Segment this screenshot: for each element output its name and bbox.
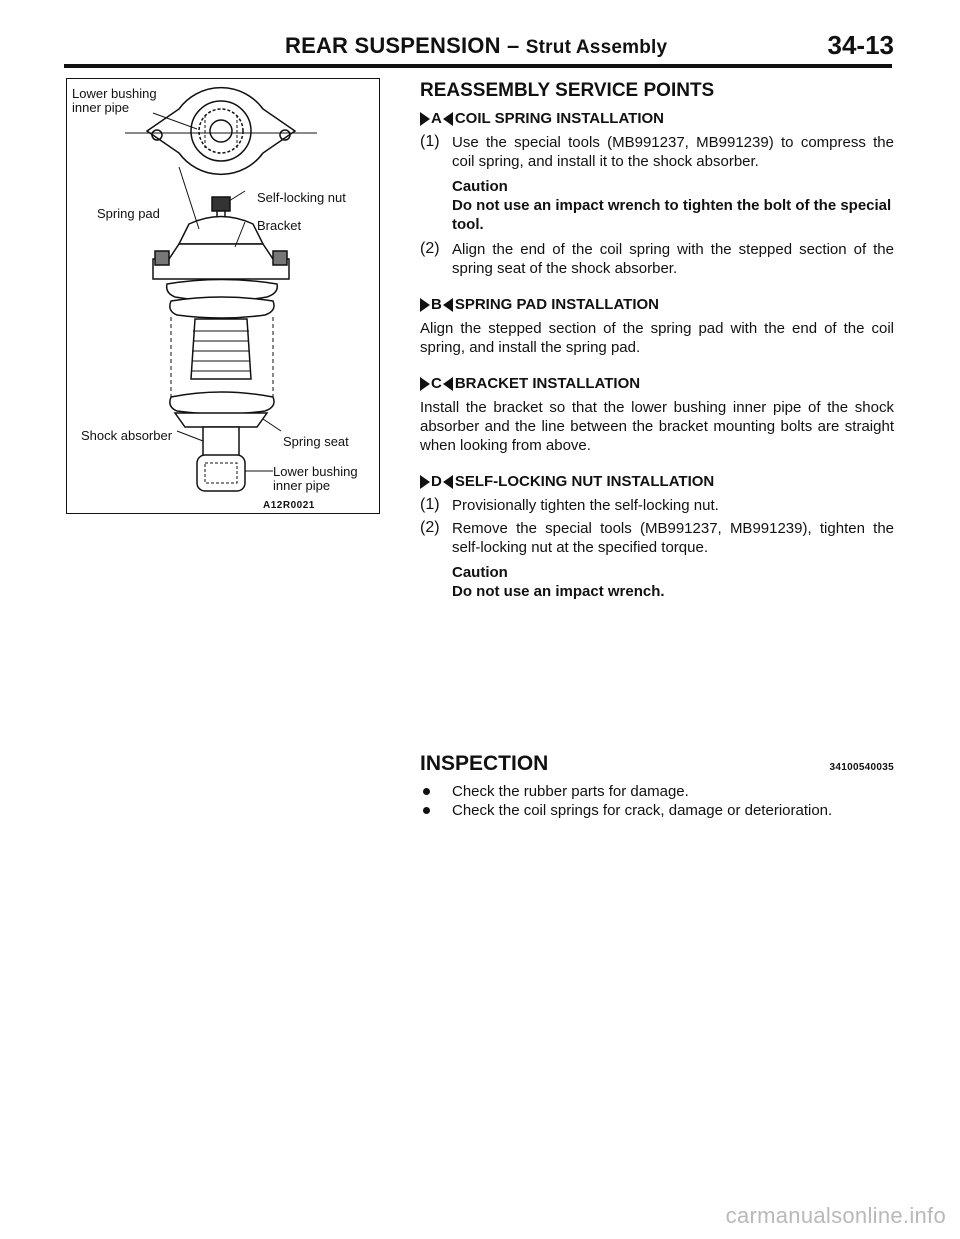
label-inner-pipe-bottom: inner pipe bbox=[273, 478, 331, 493]
strut-diagram-drawing bbox=[67, 79, 381, 515]
label-spring-seat: Spring seat bbox=[283, 434, 349, 449]
inspection-section bbox=[420, 752, 894, 820]
label-lower-bushing-bottom: Lower bushing bbox=[273, 464, 358, 479]
watermark: carmanualsonline.info bbox=[725, 1203, 946, 1228]
triangle-left-icon bbox=[443, 377, 453, 391]
bullet-icon bbox=[423, 807, 430, 814]
label-shock-absorber: Shock absorber bbox=[81, 428, 173, 443]
subsection-title: Strut Assembly bbox=[525, 37, 668, 58]
triangle-left-icon bbox=[443, 475, 453, 489]
triangle-left-icon bbox=[443, 298, 453, 312]
inspection-code: 34100540035 bbox=[829, 762, 894, 773]
caution-a: Caution Do not use an impact wrench to tighten the bolt of the special tool. bbox=[452, 178, 892, 233]
section-title: REAR SUSPENSION – bbox=[285, 33, 526, 58]
figure-code: A12R0021 bbox=[263, 500, 315, 511]
caution-d: Caution Do not use an impact wrench. bbox=[452, 564, 665, 600]
triangle-left-icon bbox=[443, 112, 453, 126]
strut-assembly-figure bbox=[66, 78, 380, 514]
section-b-text: Align the stepped section of the spring pad with the end of the coil spring, and install the spring pad. bbox=[420, 320, 894, 356]
step-d-2: (2) Remove the special tools (MB991237, MB991239), tighten the self-locking nut at the specified torque. bbox=[420, 519, 894, 556]
list-item: Check the rubber parts for damage. bbox=[420, 782, 894, 801]
triangle-right-icon bbox=[420, 475, 430, 489]
service-point-mark-c: C bbox=[420, 375, 453, 392]
section-c-heading: C BRACKET INSTALLATION bbox=[420, 375, 894, 392]
label-spring-pad: Spring pad bbox=[97, 206, 160, 221]
step-a-2: (2) Align the end of the coil spring with the stepped section of the spring seat of the shock absorber. bbox=[420, 240, 894, 277]
triangle-right-icon bbox=[420, 298, 430, 312]
reassembly-title: REASSEMBLY SERVICE POINTS bbox=[420, 80, 715, 101]
header-rule bbox=[64, 64, 892, 68]
page-number: 34-13 bbox=[827, 30, 894, 60]
page-title bbox=[285, 33, 667, 59]
section-a-heading: A COIL SPRING INSTALLATION bbox=[420, 110, 894, 127]
label-inner-pipe-top: inner pipe bbox=[72, 100, 130, 115]
label-self-locking-nut: Self-locking nut bbox=[257, 190, 346, 205]
service-point-mark-b: B bbox=[420, 296, 453, 313]
triangle-right-icon bbox=[420, 112, 430, 126]
section-d-heading: D SELF-LOCKING NUT INSTALLATION bbox=[420, 473, 894, 490]
section-b-heading: B SPRING PAD INSTALLATION bbox=[420, 296, 894, 313]
list-item: Check the coil springs for crack, damage or deterioration. bbox=[420, 801, 894, 820]
inspection-title: INSPECTION bbox=[420, 752, 549, 775]
step-a-1: (1) Use the special tools (MB991237, MB991239) to compress the coil spring, and install it to the shock absorber. bbox=[420, 133, 894, 170]
label-lower-bushing-top: Lower bushing bbox=[72, 86, 157, 101]
bullet-icon bbox=[423, 788, 430, 795]
step-d-1: (1) Provisionally tighten the self-locking nut. bbox=[420, 496, 719, 514]
triangle-right-icon bbox=[420, 377, 430, 391]
service-point-mark-d: D bbox=[420, 473, 453, 490]
section-c-text: Install the bracket so that the lower bushing inner pipe of the shock absorber and the line between the bracket mounting bolts are straight when looking from above. bbox=[420, 399, 894, 454]
label-bracket: Bracket bbox=[257, 218, 302, 233]
reassembly-section bbox=[420, 80, 894, 607]
service-point-mark-a: A bbox=[420, 110, 453, 127]
